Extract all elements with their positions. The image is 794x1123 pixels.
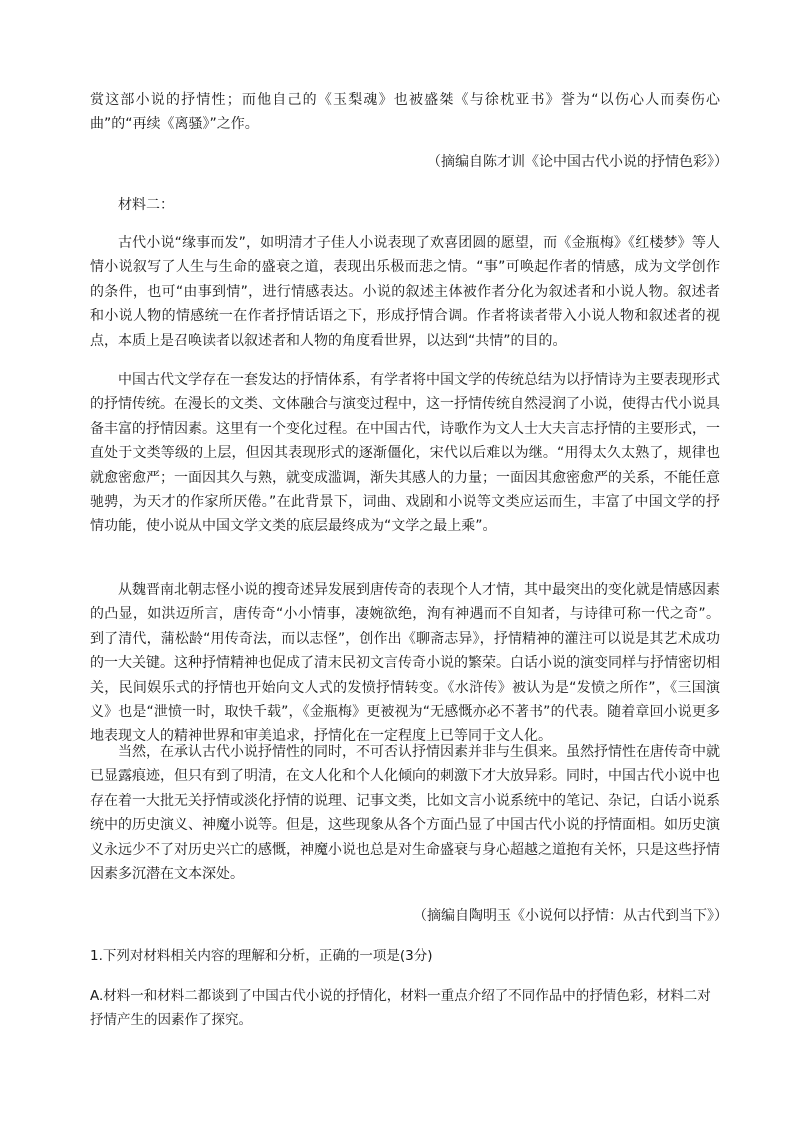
question-1-stem: 1.下列对材料相关内容的理解和分析，正确的一项是(3分): [90, 948, 433, 964]
material2-label: 材料二：: [118, 197, 174, 213]
question-1-option-a: A.材料一和材料二都谈到了中国古代小说的抒情化，材料一重点介绍了不同作品中的抒情色彩，材料二对抒情产生的因素作了探究。: [90, 988, 711, 1028]
material2-paragraph-1: 古代小说“缘事而发”，如明清才子佳人小说表现了欢喜团圆的愿望，而《金瓶梅》《红楼梦》等人情小说叙写了人生与生命的盛衰之道，表现出乐极而悲之情。“事”可唤起作者的情感，成为文学创作的条件，也可“由事到情”，进行情感表达。小说的叙述主体被作者分化为叙述者和小说人物。叙述者和小说人物的情感统一在作者抒情话语之下，形成抒情合调。作者将读者带入小说人物和叙述者的视点，本质上是召唤读者以叙述者和人物的角度看世界，以达到“共情”的目的。: [90, 235, 720, 349]
material2-paragraph-3: 从魏晋南北朝志怪小说的搜奇述异发展到唐传奇的表现个人才情，其中最突出的变化就是情感因素的凸显，如洪迈所言，唐传奇“小小情事，凄婉欲绝，洵有神遇而不自知者，与诗律可称一代之奇”。到了清代，蒲松龄“用传奇法，而以志怪”，创作出《聊斋志异》，抒情精神的灌注可以说是其艺术成功的一大关键。这种抒情精神也促成了清末民初文言传奇小说的繁荣。白话小说的演变同样与抒情密切相关，民间娱乐式的抒情也开始向文人式的发愤抒情转变。《水浒传》被认为是“发愤之所作”，《三国演义》也是“泄愤一时，取快千载”，《金瓶梅》更被视为“无感慨亦必不著书”的代表。随着章回小说更多地表现文人的精神世界和审美追求，抒情化在一定程度上已等同于文人化。: [90, 582, 720, 745]
material2-paragraph-2: 中国古代文学存在一套发达的抒情体系，有学者将中国文学的传统总结为以抒情诗为主要表现形式的抒情传统。在漫长的文类、文体融合与演变过程中，这一抒情传统自然浸润了小说，使得古代小说具备丰富的抒情因素。这里有一个变化过程。在中国古代，诗歌作为文人士大夫言志抒情的主要形式，一直处于文类等级的上层，但因其表现形式的逐渐僵化，宋代以后难以为继。“用得太久太熟了，规律也就愈密愈严；一面因其久与熟，就变成滥调，渐失其感人的力量；一面因其愈密愈严的关系，不能任意驰骋，为天才的作家所厌倦。”在此背景下，词曲、戏剧和小说等文类应运而生，丰富了中国文学的抒情功能，使小说从中国文学文类的底层最终成为“文学之最上乘”。: [90, 372, 720, 535]
material2-paragraph-4: 当然，在承认古代小说抒情性的同时，不可否认抒情因素并非与生俱来。虽然抒情性在唐传奇中就已显露痕迹，但只有到了明清，在文人化和个人化倾向的刺激下才大放异彩。同时，中国古代小说中也存在着一大批无关抒情或淡化抒情的说理、记事文类，比如文言小说系统中的笔记、杂记，白话小说系统中的历史演义、神魔小说等。但是，这些现象从各个方面凸显了中国古代小说的抒情面相。如历史演义永远少不了对历史兴亡的感慨，神魔小说也总是对生命盛衰与身心超越之道抱有关怀，只是这些抒情因素多沉潜在文本深处。: [90, 744, 720, 883]
material1-source-citation: （摘编自陈才训《论中国古代小说的抒情色彩》）: [427, 154, 728, 170]
material1-continuation-paragraph: 赏这部小说的抒情性；而他自己的《玉梨魂》也被盛桀《与徐枕亚书》誉为“以伤心人而奏伤心曲”的“再续《离骚》”之作。: [90, 92, 720, 133]
material2-source-citation: （摘编自陶明玉《小说何以抒情：从古代到当下》）: [413, 908, 728, 924]
